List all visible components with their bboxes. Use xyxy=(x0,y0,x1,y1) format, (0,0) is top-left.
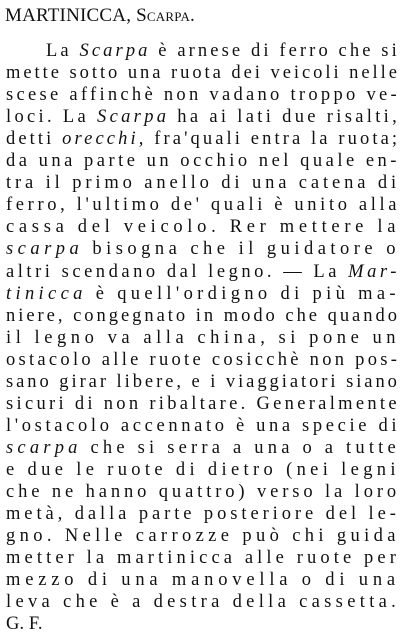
entry-heading xyxy=(5,3,195,29)
text-run: detti xyxy=(6,129,63,150)
text-run: da una parte un occhio nel quale en- xyxy=(6,151,400,172)
text-run: loci. La xyxy=(6,107,98,128)
text-line xyxy=(6,216,400,238)
text-run: è arnese di ferro che si xyxy=(150,41,400,61)
text-line xyxy=(6,459,400,481)
text-line xyxy=(6,84,400,106)
italic-term: scarpa xyxy=(6,239,84,260)
text-run: La xyxy=(46,41,80,61)
text-run: sano girar libere, e i viaggiatori siano xyxy=(6,371,400,392)
text-line xyxy=(6,194,400,216)
text-line xyxy=(46,40,400,62)
text-line xyxy=(6,437,400,459)
text-line xyxy=(6,547,400,569)
text-run: niere, congegnato in modo che quando xyxy=(6,305,400,326)
text-line xyxy=(6,481,400,503)
text-run: G. F. xyxy=(6,614,43,635)
text-line xyxy=(6,128,400,150)
text-line xyxy=(6,591,400,613)
italic-term: orecchi, xyxy=(62,129,147,150)
text-line xyxy=(6,238,400,260)
text-line xyxy=(6,569,400,591)
text-line xyxy=(6,305,400,327)
text-run: è quell'ordigno di più ma- xyxy=(86,283,400,304)
text-line xyxy=(6,283,400,305)
text-run: altri scendano dal legno. — La xyxy=(6,261,349,282)
text-run: l'ostacolo accennato è una specie di xyxy=(6,415,401,436)
text-run: fra'quali entra la ruota; xyxy=(146,129,401,150)
entry-subtitle: Scarpa. xyxy=(136,5,195,26)
entry-title: MARTINICCA, xyxy=(5,5,132,26)
text-run: metter la martinicca alle ruote per xyxy=(6,548,400,569)
text-line xyxy=(6,62,400,84)
text-line xyxy=(6,371,400,393)
text-run: cassa del veicolo. Rer mettere la xyxy=(6,217,401,238)
text-run: gno. Nelle carrozze può chi guida xyxy=(6,526,400,547)
text-run: mette sotto una ruota dei veicoli nelle xyxy=(6,63,400,84)
text-run: scese affinchè non vadano troppo ve- xyxy=(6,85,400,106)
text-line xyxy=(6,415,400,437)
text-run: ostacolo alle ruote cosicchè non pos- xyxy=(6,349,401,370)
text-line xyxy=(6,150,400,172)
italic-term: Mar- xyxy=(348,261,400,282)
text-line xyxy=(6,525,400,547)
text-run: che ne hanno quattro) verso la loro xyxy=(6,482,401,502)
text-line xyxy=(6,261,400,283)
text-line xyxy=(6,172,400,194)
text-line xyxy=(6,613,43,635)
italic-term: scarpa xyxy=(6,437,82,458)
text-run: leva che è a destra della cassetta. xyxy=(6,592,401,613)
text-run: ferro, l'ultimo de' quali è unito alla xyxy=(6,195,401,216)
text-line xyxy=(6,106,400,128)
text-run: che si serra a una o a tutte xyxy=(81,437,400,458)
text-line xyxy=(6,327,400,349)
text-line xyxy=(6,393,400,415)
italic-term: Scarpa xyxy=(97,107,170,128)
text-run: bisogna che il guidatore o xyxy=(83,239,400,260)
text-run: mezzo di una manovella o di una xyxy=(6,570,400,591)
text-run: tra il primo anello di una catena di xyxy=(6,173,400,194)
text-line xyxy=(6,503,400,525)
italic-term: Scarpa xyxy=(79,41,151,61)
text-run: e due le ruote di dietro (nei legni xyxy=(6,459,400,480)
text-line xyxy=(6,349,400,371)
text-run: ha ai lati due risalti, xyxy=(169,107,401,128)
text-run: sicuri di non ribaltare. Generalmente xyxy=(6,393,400,414)
text-run: metà, dalla parte posteriore del le- xyxy=(6,504,400,525)
italic-term: tinicca xyxy=(6,283,87,304)
text-run: il legno va alla china, si pone un xyxy=(6,327,401,348)
